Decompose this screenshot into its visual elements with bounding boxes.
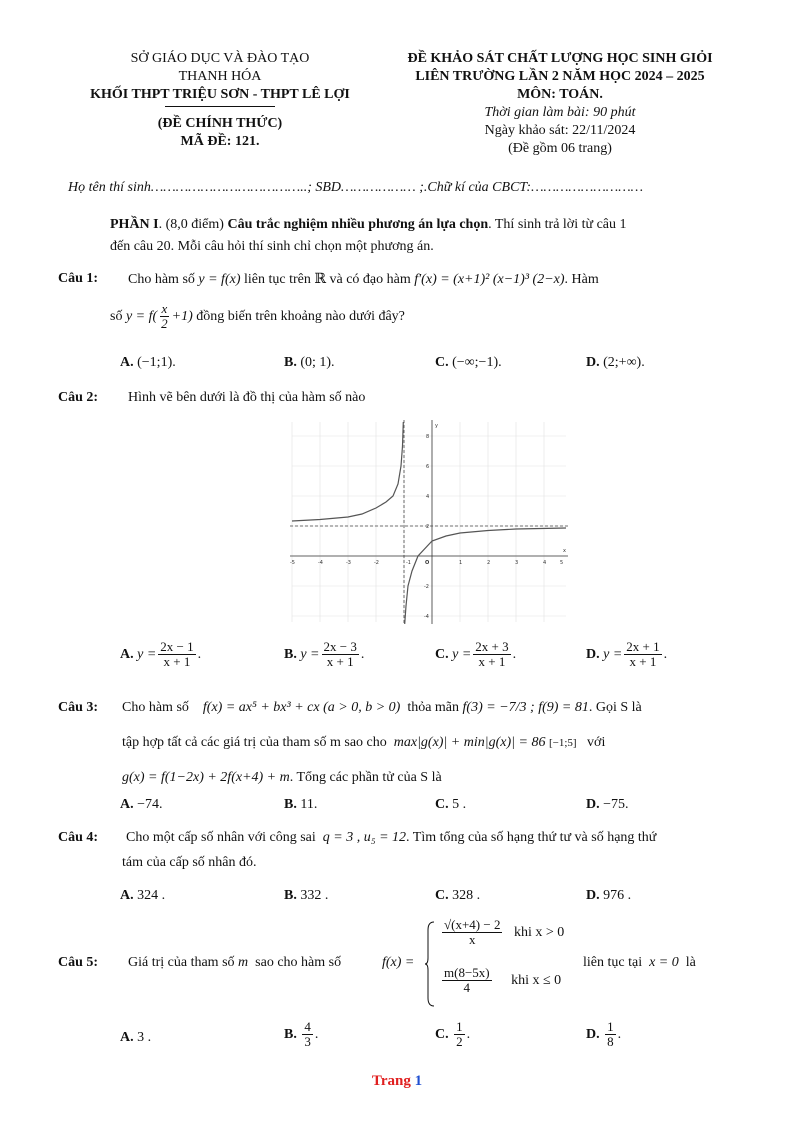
q3-option-b[interactable]: B. 11. bbox=[284, 797, 318, 812]
q4-given: q = 3 , u₅ = 12 bbox=[322, 830, 407, 845]
y-tick: -4 bbox=[424, 614, 429, 620]
q2-option-a[interactable]: A. y = $\frac{2x - 1}{x + 1}$ . bbox=[120, 639, 202, 670]
q5-option-a[interactable]: A. 3 . bbox=[120, 1030, 152, 1045]
q1-derivative: f′(x) = (x+1)² (x−1)³ (2−x) bbox=[414, 272, 565, 287]
y-tick: 6 bbox=[426, 464, 430, 470]
q1-composite: y = f( $\frac{x}{2}$ +1) bbox=[125, 301, 193, 332]
exam-title: ĐỀ KHẢO SÁT CHẤT LƯỢNG HỌC SINH GIỎI bbox=[407, 51, 713, 66]
q3-line1: Cho hàm số f(x) = ax⁵ + bx³ + cx (a > 0, b > 0) thỏa mãn f(3) = −7/3 ; f(9) = 81. Gọi S là bbox=[122, 700, 642, 715]
q5-case1: $\frac{√(x+4) - 2}{x}$ khi x > 0 bbox=[444, 917, 565, 948]
official-label: (ĐỀ CHÍNH THỨC) bbox=[157, 116, 283, 131]
x-tick: -3 bbox=[346, 560, 351, 566]
q1-text3: . Hàm bbox=[564, 272, 599, 287]
q3-interval: [−1;5] bbox=[548, 737, 577, 749]
part1-title: PHẦN I bbox=[110, 217, 159, 232]
exam-code: MÃ ĐỀ: 121. bbox=[180, 134, 260, 149]
y-tick: 8 bbox=[426, 434, 430, 440]
origin-label: O bbox=[425, 560, 430, 566]
page-count: (Đề gồm 06 trang) bbox=[508, 141, 612, 156]
q5-brace bbox=[424, 920, 436, 1008]
candidate-line: Họ tên thí sinh………………………………..; SBD……………… ;.Chữ kí của CBCT:……………………… bbox=[68, 180, 644, 195]
x-axis-label: x bbox=[563, 548, 566, 554]
q5-option-b[interactable]: B. $\frac{4}{3}$ . bbox=[284, 1019, 319, 1050]
x-tick: 3 bbox=[515, 560, 519, 566]
x-tick: 2 bbox=[487, 560, 491, 566]
q3-function: f(x) = ax⁵ + bx³ + cx (a > 0, b > 0) bbox=[202, 700, 401, 715]
y-tick: 2 bbox=[426, 524, 430, 530]
part1-score: . (8,0 điểm) bbox=[158, 217, 224, 232]
q5-fx: f(x) = bbox=[382, 955, 415, 970]
footer-word: Trang bbox=[371, 1073, 411, 1089]
graph-grid bbox=[292, 422, 566, 622]
q5-text-b: liên tục tại x = 0 là bbox=[583, 955, 696, 970]
part1-bold-label: Câu trắc nghiệm nhiều phương án lựa chọn bbox=[227, 217, 489, 232]
department: SỞ GIÁO DỤC VÀ ĐÀO TẠO bbox=[130, 51, 310, 66]
q2-graph bbox=[288, 418, 570, 626]
q1-option-a[interactable]: A. (−1;1). bbox=[120, 355, 176, 370]
q2-label: Câu 2: bbox=[58, 390, 99, 405]
q1-line2a: số bbox=[110, 309, 123, 325]
x-tick: -1 bbox=[406, 560, 411, 566]
part1-instructions bbox=[110, 214, 740, 258]
duration: Thời gian làm bài: 90 phút bbox=[484, 105, 636, 120]
q2-option-d[interactable]: D. y = $\frac{2x + 1}{x + 1}$ . bbox=[586, 639, 668, 670]
x-tick: 4 bbox=[543, 560, 547, 566]
y-axis-label: y bbox=[435, 423, 438, 429]
q5-label: Câu 5: bbox=[58, 955, 99, 970]
q1-text1: Cho hàm số bbox=[128, 272, 195, 287]
header-right bbox=[370, 50, 750, 158]
q2-option-b[interactable]: B. y = $\frac{2x - 3}{x + 1}$ . bbox=[284, 639, 365, 670]
q3-g-def: g(x) = f(1−2x) + 2f(x+4) + m bbox=[122, 770, 290, 785]
q3-option-c[interactable]: C. 5 . bbox=[435, 797, 467, 812]
y-tick: 4 bbox=[426, 494, 430, 500]
exam-date: Ngày khảo sát: 22/11/2024 bbox=[484, 123, 636, 138]
school-block: KHỐI THPT TRIỆU SƠN - THPT LÊ LỢI bbox=[90, 87, 350, 102]
x-tick: 1 bbox=[459, 560, 463, 566]
q3-maxmin: max|g(x)| + min|g(x)| = 86 bbox=[393, 735, 546, 750]
q1-option-b[interactable]: B. (0; 1). bbox=[284, 355, 335, 370]
exam-subtitle: LIÊN TRƯỜNG LẦN 2 NĂM HỌC 2024 – 2025 bbox=[415, 69, 705, 84]
q5-case2: $\frac{m(8-5x)}{4}$ khi x ≤ 0 bbox=[444, 965, 562, 996]
q1-line1 bbox=[128, 271, 748, 288]
q1-fx: y = f(x) bbox=[198, 272, 241, 287]
q1-option-d[interactable]: D. (2;+∞). bbox=[586, 355, 645, 370]
header-left bbox=[60, 50, 380, 151]
part1-line2: đến câu 20. Mỗi câu hỏi thí sinh chỉ chọn một phương án. bbox=[110, 239, 434, 254]
q4-line2: tám của cấp số nhân đó. bbox=[122, 855, 257, 870]
q5-option-c[interactable]: C. $\frac{1}{2}$ . bbox=[435, 1019, 471, 1050]
q1-line2 bbox=[110, 302, 405, 332]
q1-label: Câu 1: bbox=[58, 271, 99, 286]
q3-option-a[interactable]: A. −74. bbox=[120, 797, 163, 812]
q3-option-d[interactable]: D. −75. bbox=[586, 797, 629, 812]
footer-page-number: 1 bbox=[414, 1073, 423, 1089]
q2-option-c[interactable]: C. y = $\frac{2x + 3}{x + 1}$ . bbox=[435, 639, 517, 670]
province: THANH HÓA bbox=[178, 69, 262, 84]
q4-option-c[interactable]: C. 328 . bbox=[435, 888, 481, 903]
x-tick: 5 bbox=[560, 560, 564, 566]
q1-option-c[interactable]: C. (−∞;−1). bbox=[435, 355, 502, 370]
x-tick: -2 bbox=[374, 560, 379, 566]
q3-conditions: f(3) = −7/3 ; f(9) = 81 bbox=[462, 700, 589, 715]
q4-option-b[interactable]: B. 332 . bbox=[284, 888, 329, 903]
q3-line2: tập hợp tất cả các giá trị của tham số m sao cho max|g(x)| + min|g(x)| = 86 [−1;5] với bbox=[122, 735, 606, 750]
q1-text2: liên tục trên ℝ và có đạo hàm bbox=[243, 272, 411, 287]
graph-branch-right bbox=[405, 528, 566, 624]
q5-text-a: Giá trị của tham số m sao cho hàm số bbox=[128, 955, 342, 970]
q2-text: Hình vẽ bên dưới là đồ thị của hàm số nào bbox=[128, 390, 366, 405]
header-divider bbox=[165, 106, 275, 115]
part1-rest: . Thí sinh trả lời từ câu 1 bbox=[488, 217, 627, 232]
q4-label: Câu 4: bbox=[58, 830, 99, 845]
q4-option-d[interactable]: D. 976 . bbox=[586, 888, 632, 903]
x-tick: -4 bbox=[318, 560, 323, 566]
graph-branch-left bbox=[292, 422, 403, 521]
q5-option-d[interactable]: D. $\frac{1}{8}$ . bbox=[586, 1019, 622, 1050]
q1-line2b: đồng biến trên khoảng nào dưới đây? bbox=[196, 309, 405, 325]
x-tick: -5 bbox=[290, 560, 295, 566]
q3-label: Câu 3: bbox=[58, 700, 99, 715]
q4-line1: Cho một cấp số nhân với công sai q = 3 , u₅ = 12. Tìm tổng của số hạng thứ tư và số hạng thứ bbox=[126, 830, 657, 845]
subject: MÔN: TOÁN. bbox=[517, 87, 603, 102]
y-tick: -2 bbox=[424, 584, 429, 590]
page-footer bbox=[0, 1073, 794, 1090]
q4-option-a[interactable]: A. 324 . bbox=[120, 888, 166, 903]
q3-line3: g(x) = f(1−2x) + 2f(x+4) + m. Tổng các phần tử của S là bbox=[122, 770, 442, 785]
